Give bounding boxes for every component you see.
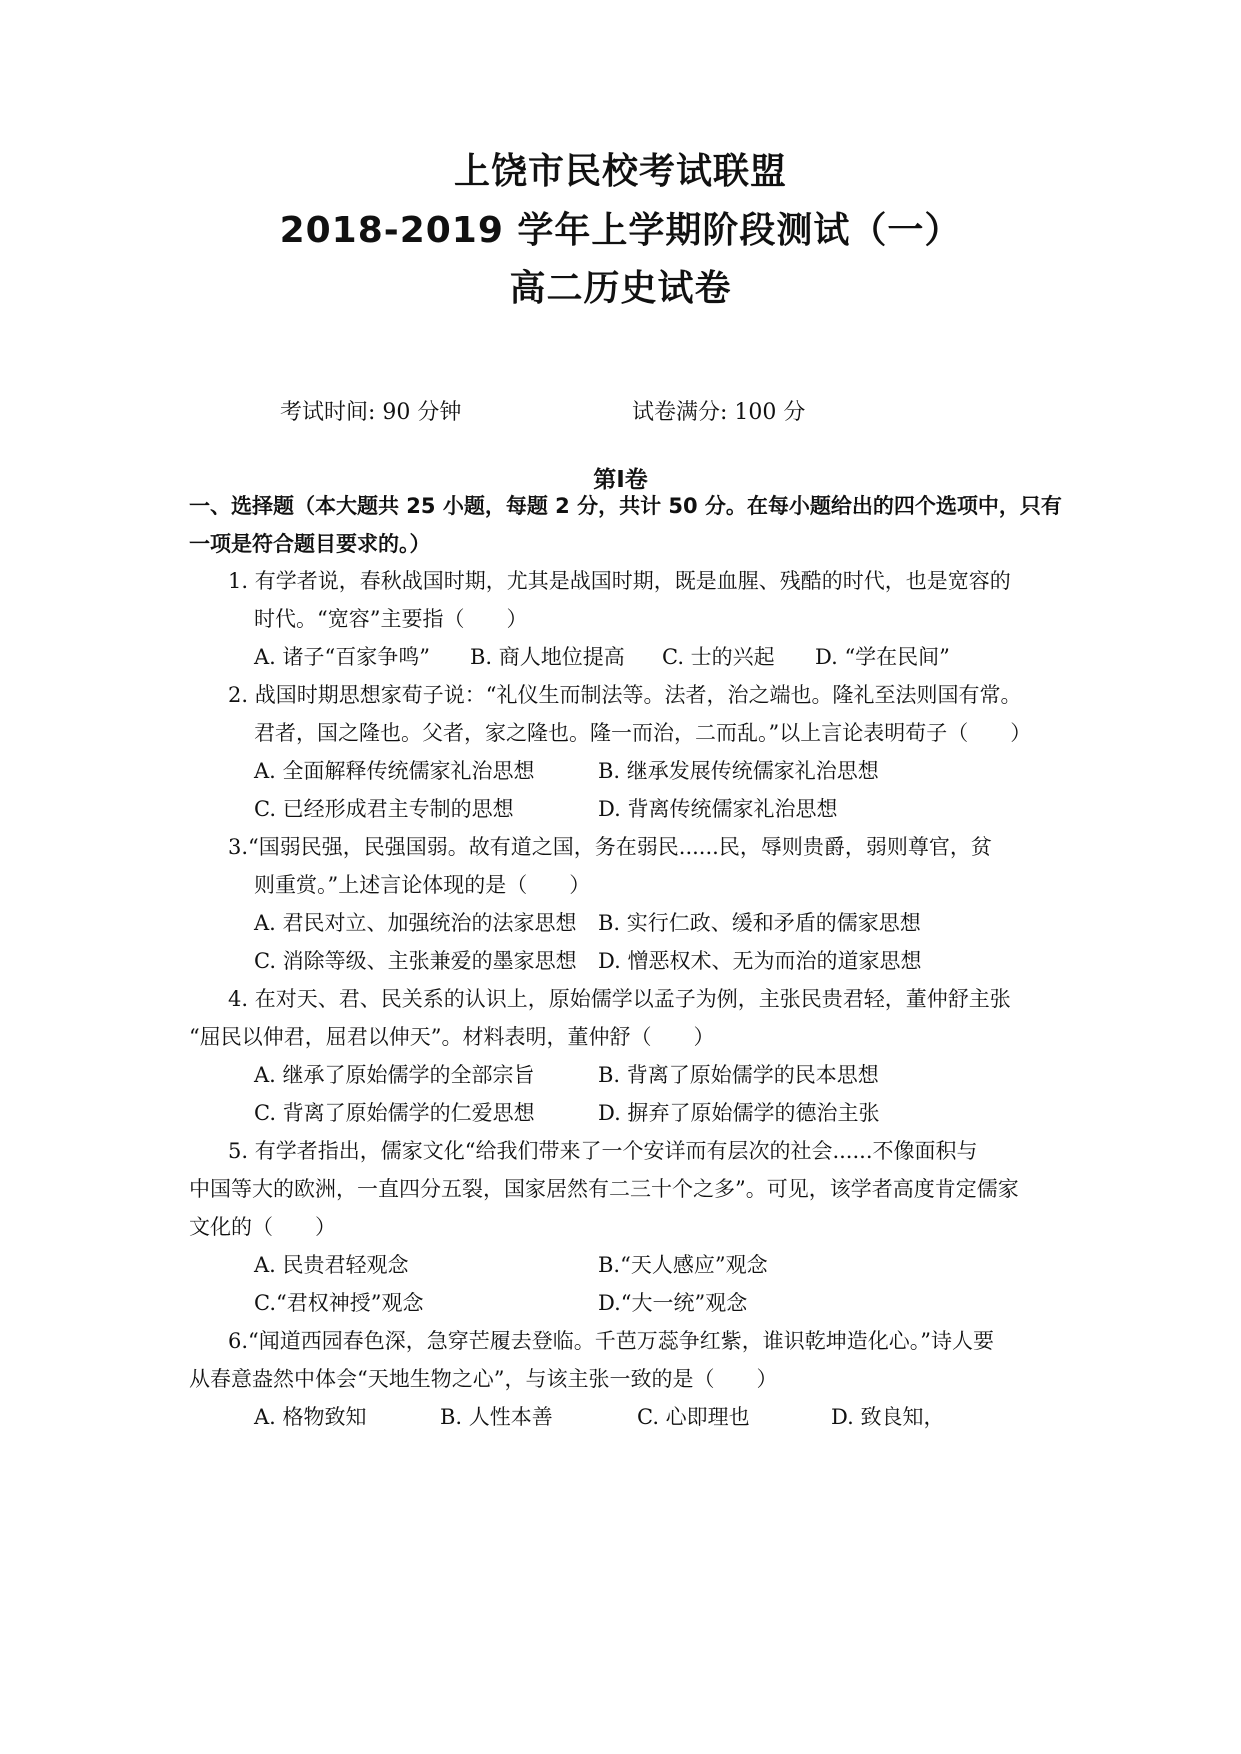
question-text: 文化的（ ） — [189, 1215, 336, 1239]
option-d[interactable]: D. 致良知， — [831, 1405, 945, 1429]
question-text: 6.“闻道西园春色深，急穿芒履去登临。千芭万蕊争红紫，谁识乾坤造化心。”诗人要 — [228, 1329, 995, 1353]
exam-title-line-3: 高二历史试卷 — [509, 268, 732, 309]
option-c[interactable]: C. 背离了原始儒学的仁爱思想 — [254, 1101, 535, 1125]
question-text: 5. 有学者指出，儒家文化“给我们带来了一个安详而有层次的社会......不像面积与 — [228, 1139, 978, 1163]
option-b[interactable]: B. 背离了原始儒学的民本思想 — [598, 1063, 879, 1087]
option-b[interactable]: B.“天人感应”观念 — [598, 1253, 768, 1277]
option-c[interactable]: C.“君权神授”观念 — [254, 1291, 424, 1315]
section-line-1: 一、选择题（本大题共 25 小题，每题 2 分，共计 50 分。在每小题给出的四个选项中，只有 — [189, 494, 1062, 518]
option-d[interactable]: D. 憎恶权术、无为而治的道家思想 — [598, 949, 922, 973]
question-text: 中国等大的欧洲，一直四分五裂，国家居然有二三十个之多”。可见，该学者高度肯定儒家 — [189, 1177, 1019, 1201]
option-c[interactable]: C. 心即理也 — [637, 1405, 750, 1429]
option-d[interactable]: D. “学在民间” — [815, 645, 950, 669]
exam-title-line-2: 2018-2019 学年上学期阶段测试（一） — [279, 210, 962, 251]
option-a[interactable]: A. 君民对立、加强统治的法家思想 — [254, 911, 577, 935]
exam-score: 试卷满分: 100 分 — [632, 400, 806, 425]
option-a[interactable]: A. 诸子“百家争鸣” — [254, 645, 430, 669]
option-b[interactable]: B. 实行仁政、缓和矛盾的儒家思想 — [598, 911, 921, 935]
volume-label: 第Ⅰ卷 — [593, 467, 648, 493]
question-text: 4. 在对天、君、民关系的认识上，原始儒学以孟子为例，主张民贵君轻，董仲舒主张 — [228, 987, 1011, 1011]
question-text: 则重赏。”上述言论体现的是（ ） — [254, 873, 591, 897]
question-text: 1. 有学者说，春秋战国时期，尤其是战国时期，既是血腥、残酷的时代，也是宽容的 — [228, 569, 1011, 593]
option-b[interactable]: B. 商人地位提高 — [470, 645, 625, 669]
option-d[interactable]: D.“大一统”观念 — [598, 1291, 748, 1315]
option-c[interactable]: C. 已经形成君主专制的思想 — [254, 797, 514, 821]
option-d[interactable]: D. 摒弃了原始儒学的德治主张 — [598, 1101, 880, 1125]
question-text: 2. 战国时期思想家荀子说：“礼仪生而制法等。法者，治之端也。隆礼至法则国有常。 — [228, 683, 1022, 707]
option-c[interactable]: C. 士的兴起 — [662, 645, 775, 669]
question-text: “屈民以伸君，屈君以伸天”。材料表明，董仲舒（ ） — [189, 1025, 715, 1049]
question-text: 时代。“宽容”主要指（ ） — [254, 607, 528, 631]
option-b[interactable]: B. 人性本善 — [440, 1405, 553, 1429]
option-a[interactable]: A. 民贵君轻观念 — [254, 1253, 409, 1277]
option-a[interactable]: A. 格物致知 — [254, 1405, 367, 1429]
option-a[interactable]: A. 全面解释传统儒家礼治思想 — [254, 759, 535, 783]
option-a[interactable]: A. 继承了原始儒学的全部宗旨 — [254, 1063, 535, 1087]
question-text: 君者，国之隆也。父者，家之隆也。隆一而治，二而乱。”以上言论表明荀子（ ） — [254, 721, 1032, 745]
option-d[interactable]: D. 背离传统儒家礼治思想 — [598, 797, 838, 821]
exam-time: 考试时间: 90 分钟 — [280, 400, 462, 425]
option-b[interactable]: B. 继承发展传统儒家礼治思想 — [598, 759, 879, 783]
option-c[interactable]: C. 消除等级、主张兼爱的墨家思想 — [254, 949, 577, 973]
question-text: 3.“国弱民强，民强国弱。故有道之国，务在弱民......民，辱则贵爵，弱则尊官，贫 — [228, 835, 992, 859]
exam-title-line-1: 上饶市民校考试联盟 — [453, 151, 787, 192]
section-line-2: 一项是符合题目要求的。） — [189, 532, 431, 556]
question-text: 从春意盎然中体会“天地生物之心”，与该主张一致的是（ ） — [189, 1367, 778, 1391]
